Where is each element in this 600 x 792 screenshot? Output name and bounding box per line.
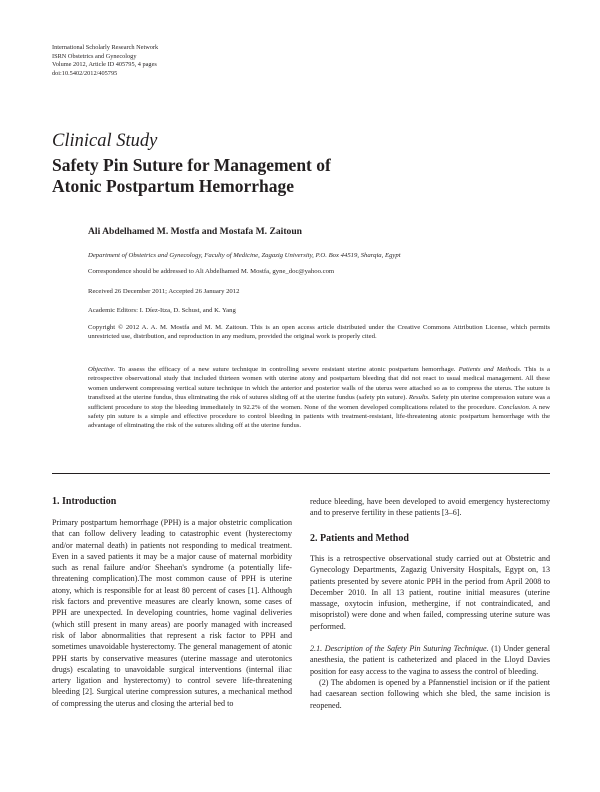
copyright: Copyright © 2012 A. A. M. Mostfa and M. M. Zaitoun. This is an open access article distributed under the Creative Commons Attribution License, which permits unrestricted use, distribution, and reproduction in any medium, provided the original work is properly cited. [88,324,550,341]
publisher-name: International Scholarly Research Network [52,44,159,51]
abstract-methods: This is a retrospective observational study that included thirteen women with uterine atony and postpartum bleeding that did not react to usual medical management. All these women underwent compressing vertical suture technique in which the anterior and posterior walls of the uterus were attached so as to compress the uterus. The suture is transfixed at the uterine fundus, thus eliminating the risk of sutures sliding off at the uterine fundus (safety pin suture). [88,366,550,402]
technique-step-1: (1) Under general anesthesia, the patient is catheterized and placed in the Lloyd Davies position for easy access to the vagina to assess the control of bleeding. [310,644,550,676]
authors: Ali Abdelhamed M. Mostfa and Mostafa M. Zaitoun [88,226,302,237]
title-line-1: Safety Pin Suture for Management of [52,155,331,175]
abstract-conclusion-label: Conclusion. [498,403,531,411]
abstract-conclusion: A new safety pin suture is a simple and effective procedure to control bleeding in patients with treatment-resistant, life-threatening atonic postpartum hemorrhage with the advantage of eliminating the risk of the sutures sliding off at the uterine fundus. [88,403,551,430]
abstract-methods-label: Patients and Methods. [458,366,522,373]
affiliation: Department of Obstetrics and Gynecology, Faculty of Medicine, Zagazig University, P.O. Box 44519, Sharqia, Egypt [88,252,401,259]
intro-paragraph: Primary postpartum hemorrhage (PPH) is a major obstetric complication that can follow delivery leading to catastrophic event (hysterectomy and/or maternal death) in patients not responding to medical treatment. Even in a saved patients it may be a major cause of maternal morbidity such as renal failure and/or Sheehan's syndrome (a potentially life-threatening complication).The most common cause of PPH is uterine atony, which is responsible for at least 80 percent of cases [1]. Although risk factors and preventive measures are clearly known, some cases of PPH are unexpected. In developing countries, home vaginal deliveries (which still present in many areas) are poorly managed with increased risk of labor abnormalities that represent a risk factor to PPH and sometimes unavoidable hysterectomy. The general management of atonic PPH starts by conservative measures (uterine massage and uterotonics drugs) escalating to unavoidable surgical interventions (internal iliac artery ligation and hysterectomy) to control severe life-threatening bleeding [2]. Surgical uterine compression sutures, a mechanical method of compressing the uterus and closing the arterial bed to [52,518,292,708]
intro-column [52,517,292,709]
study-type: Clinical Study [52,131,158,151]
article-title [52,155,331,197]
dates: Received 26 December 2011; Accepted 26 January 2012 [88,288,240,295]
intro-heading: 1. Introduction [52,496,117,507]
technique-paragraph [310,643,550,677]
title-line-2: Atonic Postpartum Hemorrhage [52,176,295,196]
volume-line: Volume 2012, Article ID 405795, 4 pages [52,61,157,69]
journal-name: ISRN Obstetrics and Gynecology [52,52,137,60]
methods-paragraph: This is a retrospective observational study carried out at Obstetric and Gynecology Departments, Zagazig University Hospitals, Egypt on, 13 patients presented by severe atonic PPH in the period from April 2008 to December 2010. In all 13 patient, routine initial measures (uterine massage, oxytocin infusion, methergine, if not contraindicated, and misopristol) were done and when failed, compressing uterine suture was performed. [310,554,550,631]
doi: doi:10.5402/2012/405795 [52,69,118,77]
abstract-objective: To assess the efficacy of a new suture technique in controlling severe resistant uterine atonic postpartum hemorrhage. [115,366,456,373]
abstract-objective-label: Objective. [88,366,116,373]
intro-continuation [310,496,550,519]
intro-continuation-text: reduce bleeding, have been developed to avoid emergency hysterectomy and to preserve fertility in these patients [3–6]. [310,497,550,518]
journal-header [52,44,158,78]
methods-column [310,553,550,711]
technique-step-2: (2) The abdomen is opened by a Pfannenstiel incision or if the patient had caesarean section following which she bled, the same incision is reopened. [310,677,550,710]
abstract-results-label: Results. [408,394,430,402]
academic-editors: Academic Editors: I. Díez-Itza, D. Schust, and K. Yang [88,307,236,314]
methods-heading: 2. Patients and Method [310,533,409,544]
correspondence: Correspondence should be addressed to Ali Abdelhamed M. Mostfa, gyne_doc@yahoo.com [88,268,335,275]
abstract-results: Safety pin uterine compression suture was a sufficient procedure to stop the bleeding immediately in 92.2% of the women. None of the women developed complications related to the procedure. [88,394,551,411]
abstract [88,365,550,431]
section-divider [52,473,550,474]
technique-subheading: 2.1. Description of the Safety Pin Suturing Technique. [310,644,489,654]
